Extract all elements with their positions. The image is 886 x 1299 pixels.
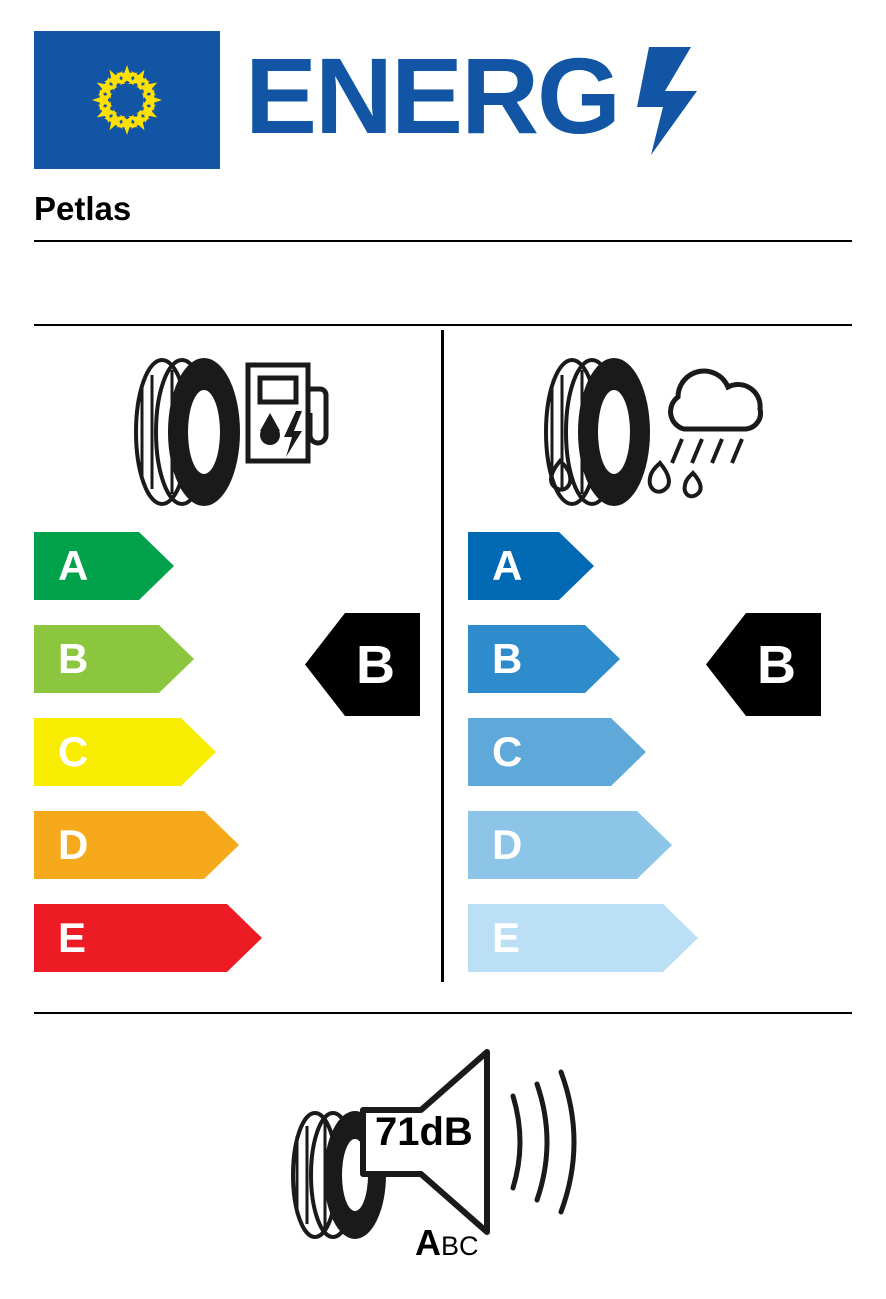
eu-flag — [34, 31, 220, 169]
grade-letter: E — [58, 914, 87, 961]
noise-class-group — [415, 1222, 479, 1264]
grade-letter: D — [58, 821, 89, 868]
grade-letter: C — [58, 728, 89, 775]
divider-vertical — [441, 330, 444, 982]
fuel-grade-a — [34, 532, 174, 600]
noise-db-value: 71dB — [375, 1110, 473, 1154]
fuel-rating-marker — [305, 607, 420, 722]
wetgrip-grade-c — [468, 718, 646, 786]
fuel-grade-b — [34, 625, 194, 693]
fuel-grade-e — [34, 904, 262, 972]
fuel-rating-letter: B — [356, 634, 395, 695]
grade-letter: E — [492, 914, 521, 961]
fuel-grade-c — [34, 718, 216, 786]
energy-label-wordmark — [245, 45, 715, 155]
fuel-grade-d — [34, 811, 239, 879]
wetgrip-grade-e — [468, 904, 698, 972]
tyre-fuel-pump-icon — [120, 345, 330, 515]
noise-class-selected: A — [415, 1222, 441, 1263]
energ-text: ENERG — [245, 45, 620, 156]
divider-above-noise — [34, 1012, 852, 1014]
wetgrip-grade-b — [468, 625, 620, 693]
grade-letter: A — [492, 542, 523, 589]
wetgrip-rating-marker — [706, 607, 821, 722]
divider-under-brand — [34, 240, 852, 242]
tyre-rain-cloud-icon — [530, 345, 790, 520]
wetgrip-grade-d — [468, 811, 672, 879]
wetgrip-rating-letter: B — [757, 634, 796, 695]
lightning-bolt-icon — [637, 47, 697, 155]
grade-letter: B — [492, 635, 523, 682]
divider-top-grades — [34, 324, 852, 326]
brand-name: Petlas — [34, 190, 132, 227]
grade-letter: B — [58, 635, 89, 682]
grade-bar-shape — [34, 532, 174, 600]
wetgrip-grade-a — [468, 532, 594, 600]
grade-letter: D — [492, 821, 523, 868]
grade-letter: C — [492, 728, 523, 775]
noise-class-others: BC — [441, 1231, 479, 1261]
grade-letter: A — [58, 542, 89, 589]
